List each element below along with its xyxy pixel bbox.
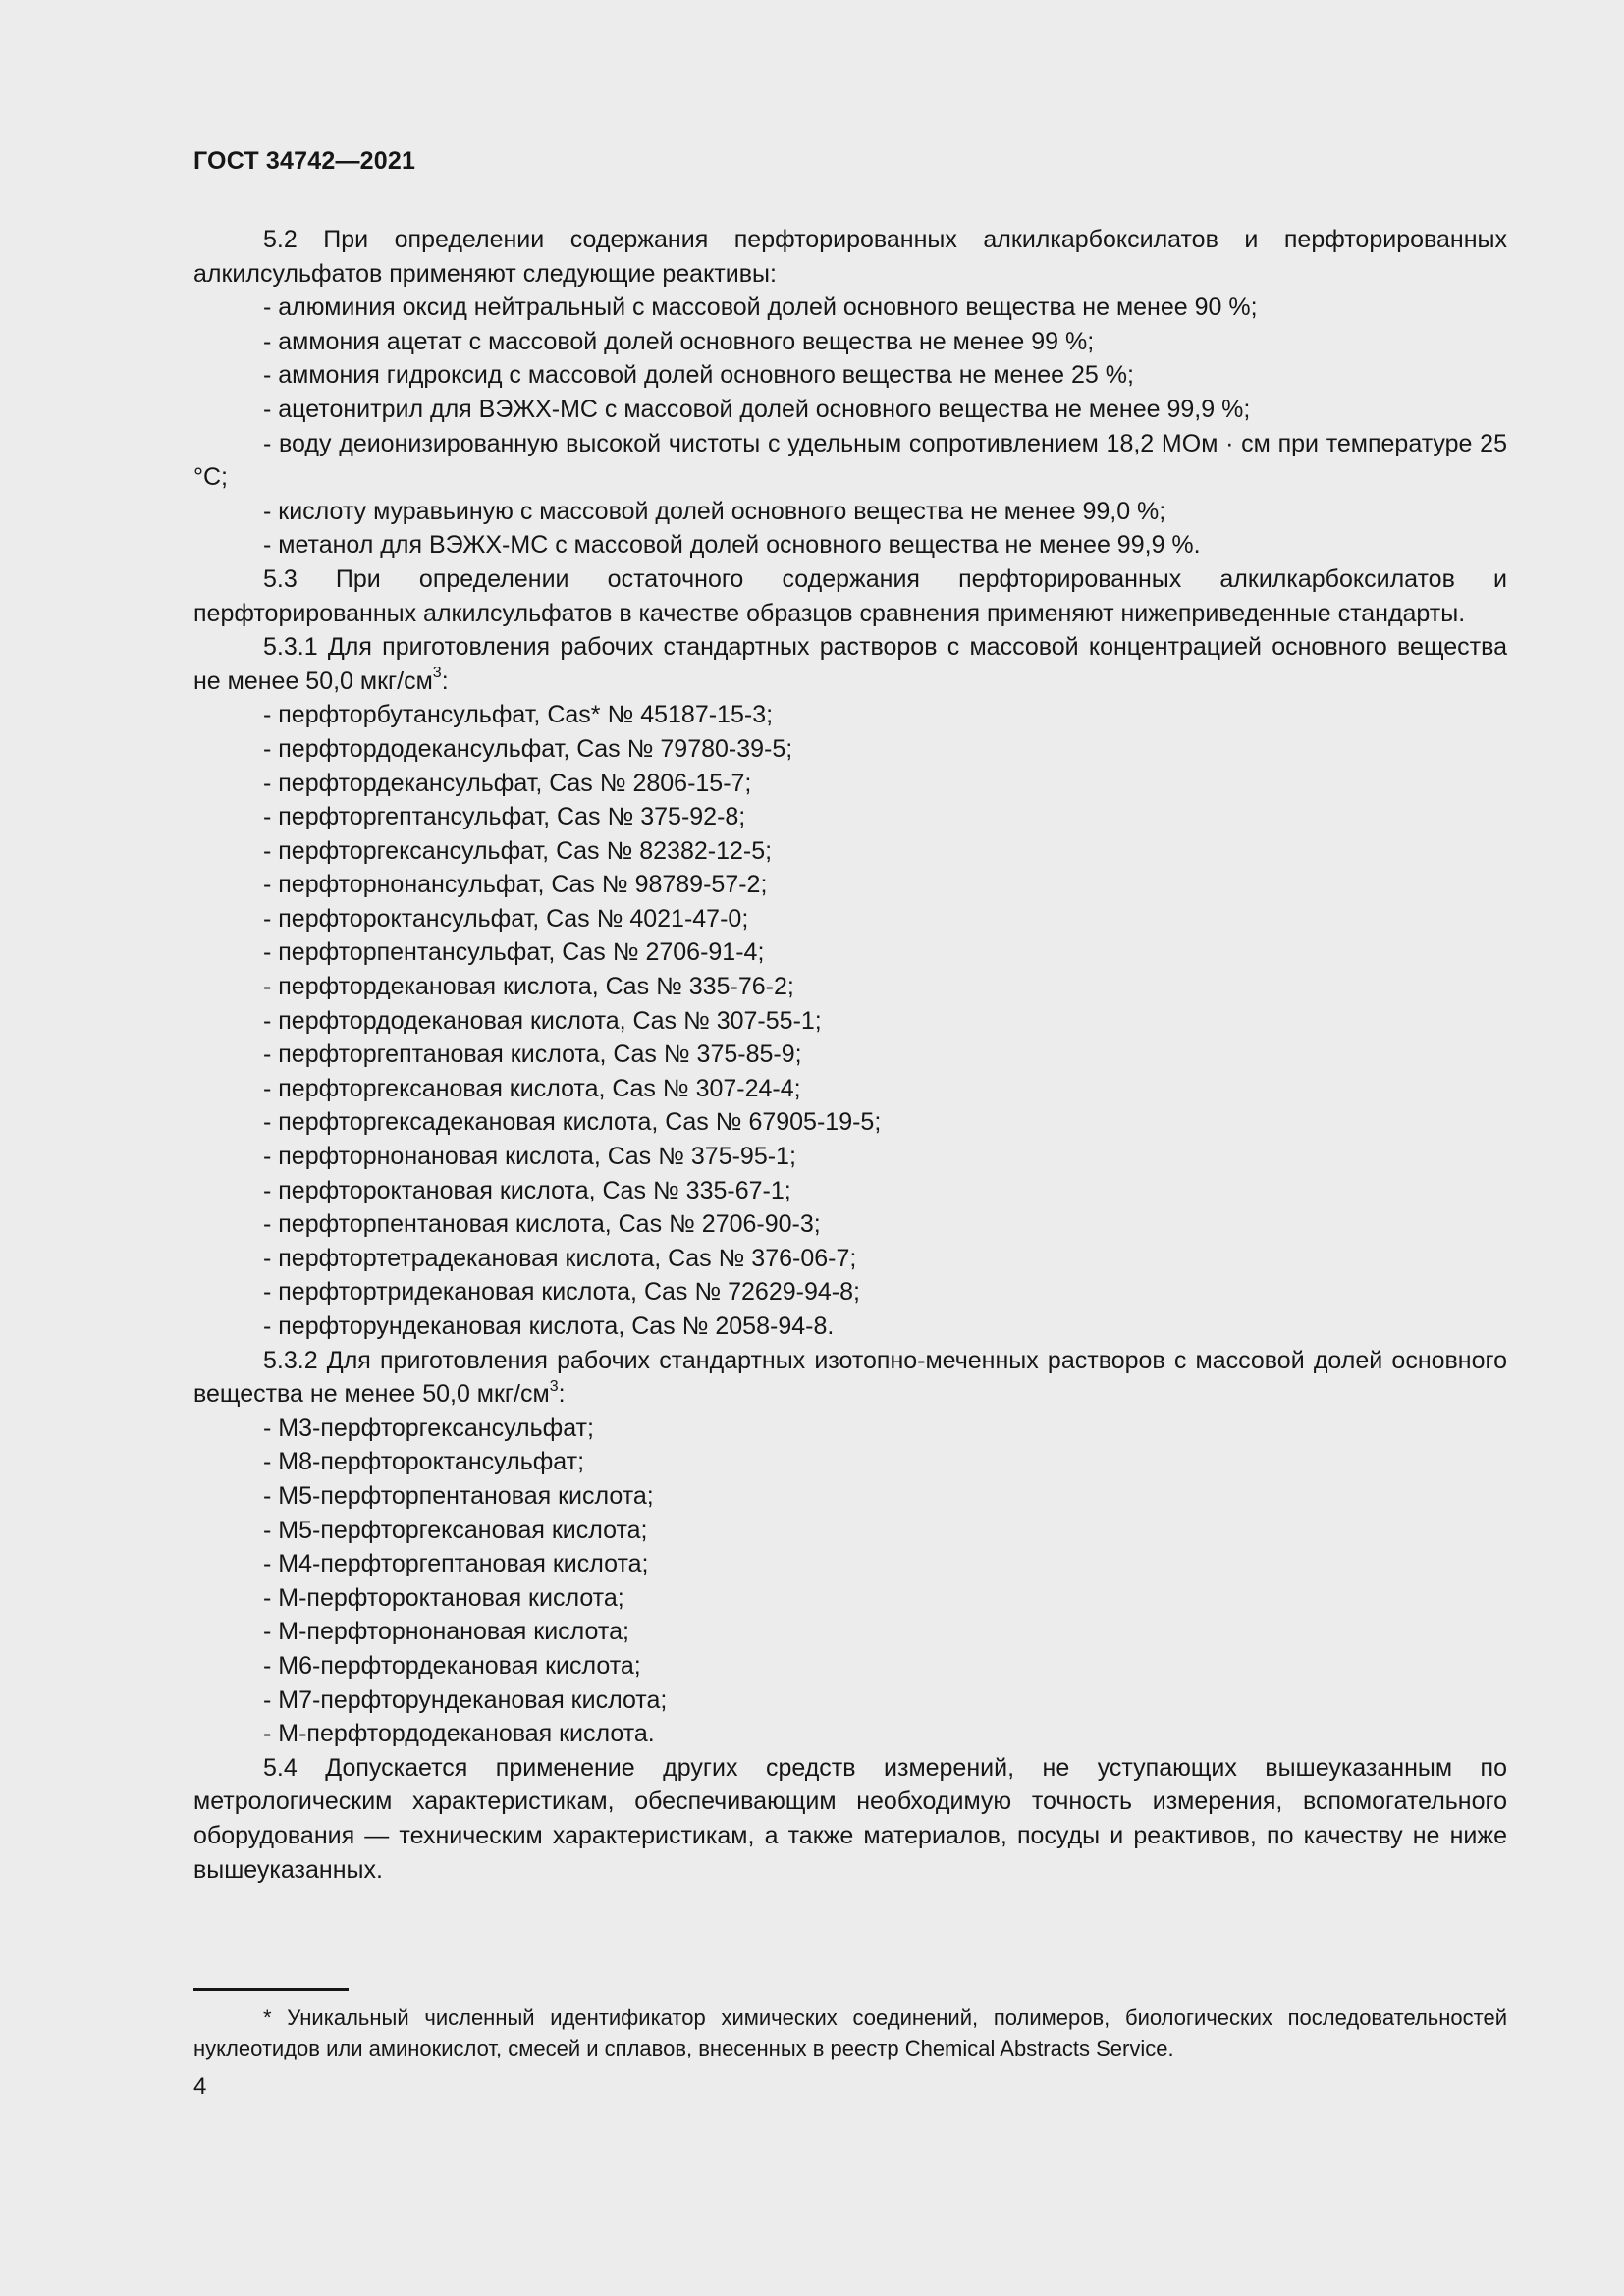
list-item: - воду деионизированную высокой чистоты с удельным сопротивлением 18,2 МОм · см при температуре 25 °С;	[193, 429, 1507, 492]
list-item: - перфтороктансульфат, Cas № 4021-47-0;	[263, 904, 749, 933]
list-item: - аммония гидроксид с массовой долей основного вещества не менее 25 %;	[263, 361, 1134, 390]
list-item: - перфторгексадекановая кислота, Cas № 67905-19-5;	[263, 1108, 882, 1137]
paragraph-5-3-2-intro	[193, 1344, 1507, 1412]
paragraph-5-3-1-end: :	[441, 667, 449, 695]
paragraph-5-3-1-text: 5.3.1 Для приготовления рабочих стандартных растворов с массовой концентрацией основного вещества не менее 50,0 мкг/см	[193, 633, 1507, 695]
list-item: - перфтордекановая кислота, Cas № 335-76-2;	[263, 973, 794, 1001]
footnote-divider	[193, 1988, 349, 1991]
list-item: - аммония ацетат с массовой долей основного вещества не менее 99 %;	[263, 327, 1095, 355]
list-item: - перфторгексановая кислота, Cas № 307-24-4;	[263, 1074, 801, 1102]
list-item: - перфтордодекансульфат, Cas № 79780-39-5;	[263, 734, 793, 763]
list-item: - перфторгексансульфат, Cas № 82382-12-5;	[263, 836, 773, 865]
list-item: - перфторпентановая кислота, Cas № 2706-90-3;	[263, 1210, 821, 1239]
list-item: - М-перфтороктановая кислота;	[263, 1583, 624, 1612]
list-item: - М3-перфторгексансульфат;	[263, 1414, 594, 1442]
list-item: - перфторпентансульфат, Cas № 2706-91-4;	[263, 938, 765, 967]
paragraph-5-3-1-intro	[193, 630, 1507, 698]
list-item: - перфторнонановая кислота, Cas № 375-95-1;	[263, 1143, 796, 1171]
list-item: - М8-перфтороктансульфат;	[263, 1448, 585, 1476]
list-item: - перфтордекансульфат, Cas № 2806-15-7;	[263, 769, 752, 797]
list-item: - перфтороктановая кислота, Cas № 335-67-1;	[263, 1176, 791, 1204]
paragraph-5-3-2-text: 5.3.2 Для приготовления рабочих стандартных изотопно-меченных растворов с массовой долей основного вещества не менее 50,0 мкг/см	[193, 1346, 1507, 1409]
page-number: 4	[193, 2073, 207, 2100]
list-item: - перфтордодекановая кислота, Cas № 307-55-1;	[263, 1006, 822, 1035]
list-item: - М5-перфторгексановая кислота;	[263, 1516, 648, 1544]
footnote: * Уникальный численный идентификатор химических соединений, полимеров, биологических последовательностей нуклеотидов или аминокислот, смесей и сплавов, внесенных в реестр Chemical Abstracts Service.	[193, 2005, 1507, 2060]
paragraph-5-3-2-end: :	[558, 1380, 566, 1409]
list-item: - М7-перфторундекановая кислота;	[263, 1685, 668, 1714]
list-item: - перфторгептансульфат, Cas № 375-92-8;	[263, 803, 746, 831]
paragraph-5-2-intro: 5.2 При определении содержания перфторированных алкилкарбоксилатов и перфторированных алкилсульфатов применяют следующие реактивы:	[193, 226, 1507, 288]
list-item: - М-перфтордодекановая кислота.	[263, 1720, 655, 1748]
document-header: ГОСТ 34742—2021	[193, 147, 416, 175]
paragraph-5-4: 5.4 Допускается применение других средств измерений, не уступающих вышеуказанным по метрологическим характеристикам, обеспечивающим необходимую точность измерения, вспомогательного оборудования — техническим характеристикам, а также материалов, посуды и реактивов, по качеству не ниже вышеуказанных.	[193, 1753, 1507, 1884]
list-item: - М-перфторнонановая кислота;	[263, 1618, 629, 1646]
list-item: - перфтортетрадекановая кислота, Cas № 376-06-7;	[263, 1244, 857, 1272]
list-item: - М6-перфтордекановая кислота;	[263, 1651, 641, 1680]
paragraph-5-3: 5.3 При определении остаточного содержания перфторированных алкилкарбоксилатов и перфторированных алкилсульфатов в качестве образцов сравнения применяют нижеприведенные стандарты.	[193, 564, 1507, 627]
list-item: - перфторнонансульфат, Cas № 98789-57-2;	[263, 871, 768, 899]
list-item: - М5-перфторпентановая кислота;	[263, 1481, 654, 1510]
list-item: - метанол для ВЭЖХ-МС с массовой долей основного вещества не менее 99,9 %.	[263, 531, 1201, 560]
list-item: - ацетонитрил для ВЭЖХ-МС с массовой долей основного вещества не менее 99,9 %;	[263, 395, 1251, 423]
list-item: - перфторбутансульфат, Cas* № 45187-15-3;	[263, 701, 774, 729]
list-item: - алюминия оксид нейтральный с массовой долей основного вещества не менее 90 %;	[263, 294, 1258, 322]
superscript: 3	[549, 1377, 559, 1395]
list-item: - перфторгептановая кислота, Cas № 375-85-9;	[263, 1041, 802, 1069]
list-item: - перфтортридекановая кислота, Cas № 72629-94-8;	[263, 1278, 860, 1307]
list-item: - М4-перфторгептановая кислота;	[263, 1550, 649, 1578]
list-item: - кислоту муравьиную с массовой долей основного вещества не менее 99,0 %;	[263, 497, 1166, 525]
list-item: - перфторундекановая кислота, Cas № 2058-94-8.	[263, 1312, 835, 1340]
document-body	[193, 223, 1507, 1887]
superscript: 3	[432, 665, 442, 682]
